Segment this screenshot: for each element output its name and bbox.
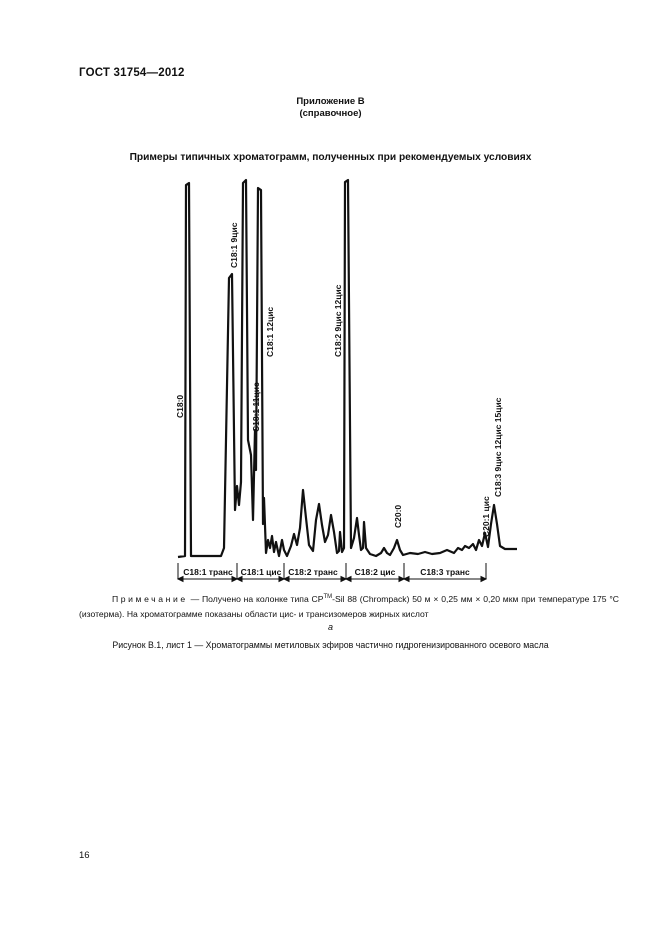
peak-label-c18-3-9cis-12cis-15cis: C18:3 9цис 12цис 15цис	[493, 397, 503, 497]
figure-caption: Рисунок В.1, лист 1 — Хроматограммы метиловых эфиров частично гидрогенизированного осевого масла	[112, 640, 549, 650]
annex-title: Приложение В	[296, 96, 365, 107]
note-text-after: -Sil 88 (Chrompack) 50 м × 0,25 мм × 0,20 мкм при температуре 175 °С (изотерма). На хроматограмме показаны области цис- и трансизомеров жирных кислот	[79, 593, 619, 619]
region-arrow	[237, 577, 242, 582]
region-label-c18-1-trans: C18:1 транс	[183, 567, 233, 577]
region-arrow	[404, 577, 409, 582]
region-label-c18-1-cis: C18:1 цис	[240, 567, 282, 577]
peak-label-c18-1-9cis: C18:1 9цис	[229, 222, 239, 268]
note-text-before: — Получено на колонке типа CP	[187, 593, 324, 604]
standard-number: ГОСТ 31754—2012	[79, 67, 185, 79]
peak-label-c18-2-9cis-12cis: C18:2 9цис 12цис	[333, 284, 343, 357]
region-label-c18-2-cis: C18:2 цис	[354, 567, 396, 577]
peak-label-c18-1-12cis: C18:1 12цис	[265, 306, 275, 357]
region-arrow	[481, 577, 486, 582]
figure-heading: Примеры типичных хроматограмм, полученных при рекомендуемых условиях	[129, 152, 532, 163]
region-label-c18-3-trans: C18:3 транс	[420, 567, 470, 577]
figure-note	[79, 590, 619, 622]
region-arrow	[178, 577, 183, 582]
region-arrow	[284, 577, 289, 582]
figure-sublabel: а	[327, 622, 333, 632]
peak-label-c20-1-cis: C20:1 цис	[481, 496, 491, 537]
peak-label-c18-1-11cis: C18:1 11цис	[251, 382, 261, 432]
region-label-c18-2-trans: C18:2 транс	[288, 567, 338, 577]
note-label: Примечание	[112, 593, 188, 604]
peak-label-c18-0: C18:0	[175, 394, 185, 418]
region-arrow	[346, 577, 351, 582]
annex-subtitle: (справочное)	[299, 108, 362, 119]
page-number: 16	[79, 850, 90, 861]
peak-label-c20-0: C20:0	[393, 504, 403, 528]
trademark-mark: TM	[323, 594, 333, 600]
